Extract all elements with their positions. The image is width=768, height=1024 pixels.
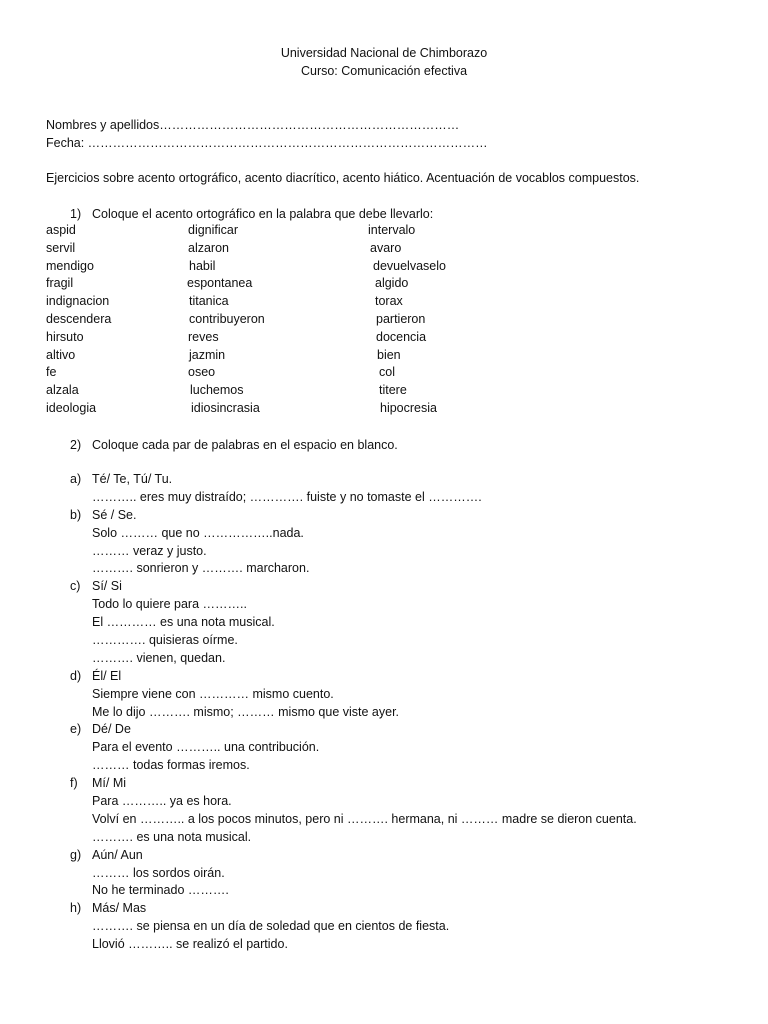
word-item: reves [188, 329, 219, 344]
exercise-sentence [0, 489, 768, 507]
word-row [0, 347, 768, 365]
word-row [0, 311, 768, 329]
word-item: contribuyeron [189, 311, 265, 326]
exercise-intro: Ejercicios sobre acento ortográfico, acento diacrítico, acento hiático. Acentuación de vocablos compuestos. [46, 171, 640, 185]
word-item: hipocresia [380, 400, 437, 415]
exercise-letter: f) [70, 776, 78, 791]
word-item: hirsuto [46, 329, 84, 344]
exercise-sentence-text: Volví en ……….. a los pocos minutos, pero ni ………. hermana, ni ……… madre se dieron cuenta. [92, 811, 637, 826]
exercise-sentence-text: Para ……….. ya es hora. [92, 794, 232, 809]
question-1-text: Coloque el acento ortográfico en la palabra que debe llevarlo: [92, 207, 434, 221]
exercise-sentence-text: …………. quisieras oírme. [92, 633, 238, 648]
exercise-sentence [0, 525, 768, 543]
word-item: bien [377, 347, 401, 362]
word-item: col [379, 365, 395, 380]
word-item: alzaron [188, 240, 229, 255]
exercise-sentence-text: ………. se piensa en un día de soledad que en cientos de fiesta. [92, 919, 450, 934]
word-row [0, 382, 768, 400]
word-item: altivo [46, 347, 76, 362]
exercise-item-title [0, 507, 768, 525]
exercise-sentence-text: No he terminado ………. [92, 883, 229, 898]
word-item: espontanea [187, 276, 253, 291]
word-row [0, 329, 768, 347]
word-item: avaro [370, 240, 402, 255]
word-item: alzala [46, 383, 79, 398]
exercise-letter: c) [70, 579, 81, 594]
exercise-item-title [0, 578, 768, 596]
word-row [0, 240, 768, 258]
exercise-letter: h) [70, 901, 82, 916]
exercise-sentence-text: Solo ……… que no ……………..nada. [92, 525, 304, 540]
exercise-sentence-text: ……… los sordos oirán. [92, 865, 225, 880]
word-item: algido [375, 276, 409, 291]
word-item: intervalo [368, 223, 416, 237]
exercise-sentence [0, 882, 768, 900]
word-item: idiosincrasia [191, 400, 260, 415]
exercise-list [0, 471, 768, 954]
word-item: habil [189, 258, 216, 273]
exercise-word-pair: Aún/ Aun [92, 847, 143, 862]
exercise-sentence-text: Llovió ……….. se realizó el partido. [92, 937, 288, 952]
exercise-sentence [0, 918, 768, 936]
exercise-word-pair: Mí/ Mi [92, 776, 127, 791]
exercise-sentence [0, 829, 768, 847]
exercise-sentence-text: ……… veraz y justo. [92, 543, 207, 558]
word-item: fragil [46, 276, 74, 291]
exercise-sentence [0, 560, 768, 578]
exercise-letter: d) [70, 668, 82, 683]
exercise-word-pair: Dé/ De [92, 722, 131, 737]
word-item: titanica [189, 294, 229, 309]
question-2-number: 2) [70, 438, 82, 452]
names-field: Nombres y apellidos……………………………………………………………… [46, 118, 460, 132]
question-2-text: Coloque cada par de palabras en el espacio en blanco. [92, 438, 398, 452]
question-1-number: 1) [70, 207, 82, 221]
date-field: Fecha: …………………………………………………………………………………… [46, 136, 488, 150]
exercise-sentence [0, 739, 768, 757]
word-item: descendera [46, 311, 112, 326]
word-list [0, 222, 768, 418]
exercise-sentence-text: ………. sonrieron y ………. marcharon. [92, 561, 310, 576]
exercise-sentence [0, 757, 768, 775]
exercise-item-title [0, 775, 768, 793]
exercise-item-title [0, 668, 768, 686]
course-name: Curso: Comunicación efectiva [300, 64, 468, 78]
exercise-letter: b) [70, 507, 82, 522]
word-row [0, 364, 768, 382]
word-item: torax [375, 294, 403, 309]
exercise-sentence-text: Me lo dijo ………. mismo; ……… mismo que viste ayer. [92, 704, 400, 719]
exercise-sentence [0, 614, 768, 632]
exercise-sentence-text: ……….. eres muy distraído; …………. fuiste y no tomaste el …………. [92, 489, 482, 504]
exercise-letter: a) [70, 472, 82, 486]
exercise-sentence [0, 793, 768, 811]
exercise-word-pair: Sé / Se. [92, 507, 137, 522]
exercise-sentence [0, 650, 768, 668]
word-item: partieron [376, 311, 426, 326]
document-header [0, 44, 768, 80]
word-item: indignacion [46, 294, 110, 309]
word-item: servil [46, 240, 76, 255]
word-item: devuelvaselo [373, 258, 446, 273]
exercise-word-pair: Él/ El [92, 668, 122, 683]
exercise-word-pair: Sí/ Si [92, 579, 122, 594]
exercise-sentence-text: Para el evento ……….. una contribución. [92, 740, 320, 755]
exercise-sentence-text: Siempre viene con ………… mismo cuento. [92, 686, 334, 701]
exercise-sentence [0, 704, 768, 722]
exercise-sentence-text: Todo lo quiere para ……….. [92, 597, 247, 612]
exercise-item-title [0, 847, 768, 865]
university-name: Universidad Nacional de Chimborazo [280, 46, 488, 60]
exercise-word-pair: Té/ Te, Tú/ Tu. [92, 472, 173, 486]
word-item: jazmin [189, 347, 226, 362]
exercise-sentence-text: ……… todas formas iremos. [92, 758, 250, 773]
exercise-item-title [0, 721, 768, 739]
word-item: titere [379, 383, 407, 398]
word-row [0, 275, 768, 293]
word-row [0, 258, 768, 276]
word-row [0, 222, 768, 240]
exercise-sentence [0, 811, 768, 829]
word-item: oseo [188, 365, 216, 380]
word-item: dignificar [188, 223, 239, 237]
exercise-letter: g) [70, 847, 82, 862]
exercise-sentence [0, 632, 768, 650]
word-row [0, 400, 768, 418]
word-item: luchemos [190, 383, 244, 398]
exercise-letter: e) [70, 722, 82, 737]
exercise-item-title [0, 471, 768, 489]
exercise-sentence [0, 936, 768, 954]
exercise-word-pair: Más/ Mas [92, 901, 147, 916]
exercise-item-title [0, 900, 768, 918]
word-item: fe [46, 365, 57, 380]
exercise-sentence-text: El ………… es una nota musical. [92, 615, 275, 630]
exercise-sentence [0, 596, 768, 614]
exercise-sentence [0, 865, 768, 883]
exercise-sentence [0, 543, 768, 561]
exercise-sentence-text: ………. es una nota musical. [92, 829, 252, 844]
word-row [0, 293, 768, 311]
word-item: mendigo [46, 258, 94, 273]
exercise-sentence-text: ………. vienen, quedan. [92, 650, 226, 665]
word-item: aspid [46, 223, 76, 237]
exercise-sentence [0, 686, 768, 704]
word-item: ideologia [46, 400, 97, 415]
word-item: docencia [376, 329, 427, 344]
